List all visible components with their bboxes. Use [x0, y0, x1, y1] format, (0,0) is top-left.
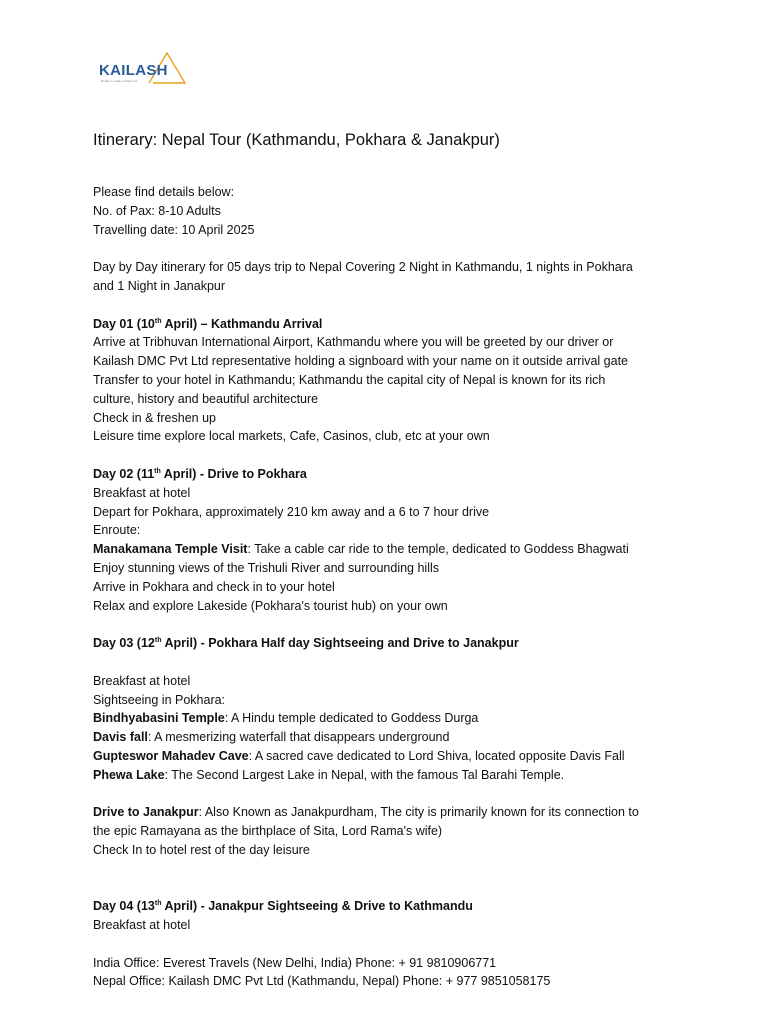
- day1-line: Arrive at Tribhuvan International Airport, Kathmandu where you will be greeted by our driver or: [93, 335, 614, 350]
- day2-line: Relax and explore Lakeside (Pokhara's tourist hub) on your own: [93, 598, 448, 613]
- day1-line: Leisure time explore local markets, Cafe, Casinos, club, etc at your own: [93, 429, 490, 444]
- day4-heading: Day 04 (13th April) - Janakpur Sightseeing & Drive to Kathmandu: [93, 899, 473, 914]
- day3-line: Check In to hotel rest of the day leisure: [93, 842, 310, 857]
- logo-tagline: Ready to make a difference: [101, 79, 138, 83]
- day3-line: Sightseeing in Pokhara:: [93, 692, 226, 707]
- summary-line: and 1 Night in Janakpur: [93, 278, 226, 293]
- intro-line: Please find details below:: [93, 185, 235, 199]
- logo-text: KAILASH: [99, 62, 168, 79]
- day3-line: Drive to Janakpur: Also Known as Janakpurdham, The city is primarily known for its connection to: [93, 805, 639, 820]
- day1-line: culture, history and beautiful architecture: [93, 391, 319, 406]
- india-office-footer: India Office: Everest Travels (New Delhi, India) Phone: + 91 9810906771: [93, 955, 497, 970]
- day4-line: Breakfast at hotel: [93, 918, 191, 933]
- day2-heading: Day 02 (11th April) - Drive to Pokhara: [93, 466, 307, 481]
- summary-line: Day by Day itinerary for 05 days trip to Nepal Covering 2 Night in Kathmandu, 1 nights in Pokhara: [93, 260, 633, 275]
- sightseeing-item: Davis fall: A mesmerizing waterfall that disappears underground: [93, 730, 450, 745]
- pax-line: No. of Pax: 8-10 Adults: [93, 203, 221, 218]
- day2-line: Arrive in Pokhara and check in to your hotel: [93, 579, 335, 594]
- nepal-office-footer: Nepal Office: Kailash DMC Pvt Ltd (Kathmandu, Nepal) Phone: + 977 9851058175: [93, 974, 551, 989]
- day3-line: the epic Ramayana as the birthplace of Sita, Lord Rama's wife): [93, 824, 443, 839]
- company-logo: [99, 50, 189, 86]
- page-title: Itinerary: Nepal Tour (Kathmandu, Pokhara & Janakpur): [93, 131, 500, 149]
- day2-line: Breakfast at hotel: [93, 485, 191, 500]
- day3-heading: Day 03 (12th April) - Pokhara Half day Sightseeing and Drive to Janakpur: [93, 636, 519, 651]
- travel-date-line: Travelling date: 10 April 2025: [93, 222, 255, 237]
- day1-heading: Day 01 (10th April) – Kathmandu Arrival: [93, 316, 323, 331]
- day2-line: Enroute:: [93, 523, 141, 538]
- sightseeing-item: Phewa Lake: The Second Largest Lake in Nepal, with the famous Tal Barahi Temple.: [93, 767, 565, 782]
- day3-line: Breakfast at hotel: [93, 673, 191, 688]
- day1-line: Kailash DMC Pvt Ltd representative holding a signboard with your name on it outside arrival gate: [93, 354, 629, 369]
- itinerary-document: [93, 128, 693, 991]
- day2-line: Manakamana Temple Visit: Take a cable car ride to the temple, dedicated to Goddess Bhagwati: [93, 542, 629, 557]
- sightseeing-item: Bindhyabasini Temple: A Hindu temple dedicated to Goddess Durga: [93, 711, 479, 726]
- day2-line: Enjoy stunning views of the Trishuli River and surrounding hills: [93, 560, 440, 575]
- day2-line: Depart for Pokhara, approximately 210 km away and a 6 to 7 hour drive: [93, 504, 490, 519]
- day1-line: Check in & freshen up: [93, 410, 216, 425]
- sightseeing-item: Gupteswor Mahadev Cave: A sacred cave dedicated to Lord Shiva, located opposite Davis Fall: [93, 748, 625, 763]
- day1-line: Transfer to your hotel in Kathmandu; Kathmandu the capital city of Nepal is known for its rich: [93, 372, 606, 387]
